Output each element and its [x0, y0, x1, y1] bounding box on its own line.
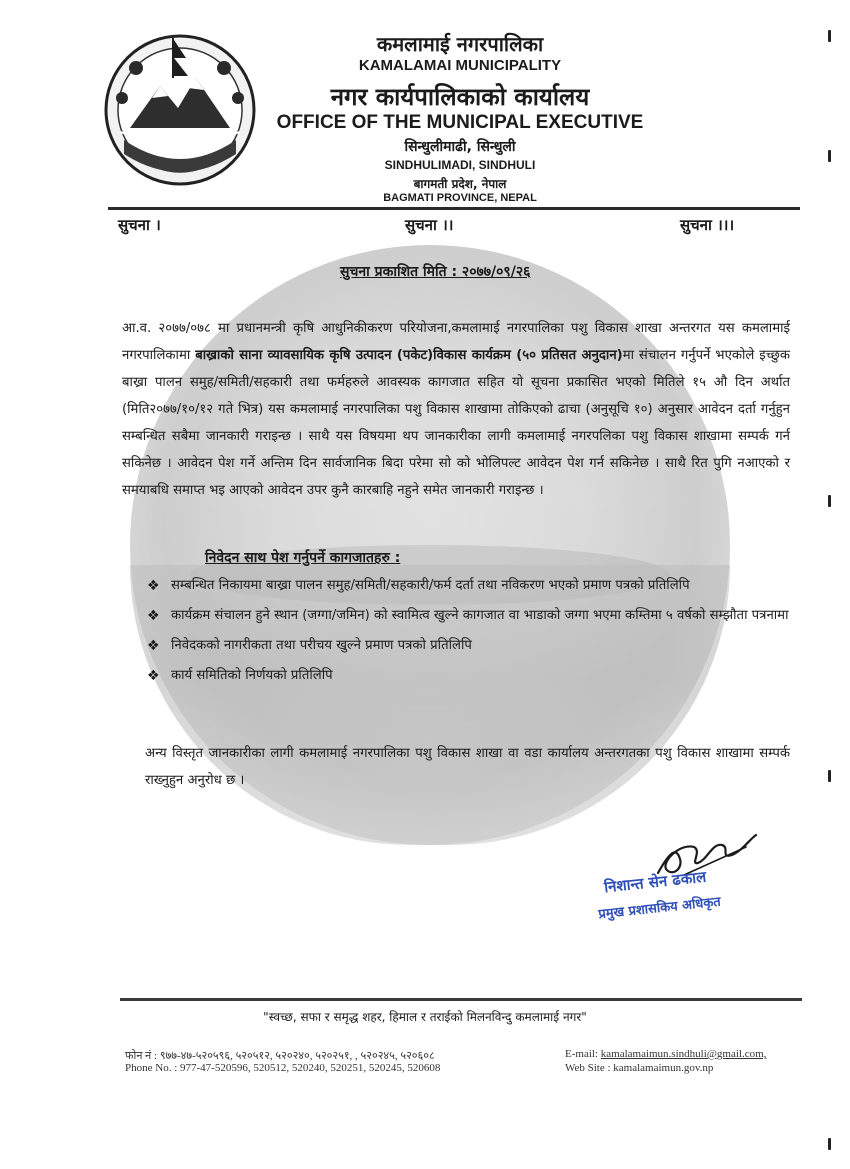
notice-label-2: सुचना ।। — [405, 216, 454, 234]
diamond-bullet-icon: ❖ — [147, 608, 160, 624]
notice-label-3: सुचना ।।। — [680, 216, 735, 234]
signatory-title-stamp: प्रमुख प्रशासकिय अधिकृत — [597, 894, 722, 923]
publication-date: सुचना प्रकाशित मिति : २०७७/०९/२६ — [340, 264, 531, 280]
phone-numbers-np: फोन नं : ९७७-४७-५२०५९६, ५२०५१२, ५२०२४०, ५२०२५१, , ५२०२४५, ५२०६०८ — [125, 1050, 435, 1062]
closing-paragraph: अन्य विस्तृत जानकारीका लागी कमलामाई नगरपालिका पशु विकास शाखा वा वडा कार्यालय अन्तरगतका पशु विकास शाखामा सम्पर्क राख्नुहुन अनुरोध छ । — [145, 746, 790, 788]
phone-numbers-en: Phone No. : 977-47-520596, 520512, 520240, 520251, 520245, 520608 — [125, 1062, 441, 1074]
notice-body — [122, 315, 790, 504]
list-item — [145, 603, 793, 629]
office-name-np: नगर कार्यपालिकाको कार्यालय — [330, 83, 590, 111]
list-item — [145, 663, 793, 689]
place-en: SINDHULIMADI, SINDHULI — [384, 158, 536, 172]
province-np: बागमती प्रदेश, नेपाल — [413, 177, 507, 191]
office-name-en: OFFICE OF THE MUNICIPAL EXECUTIVE — [276, 112, 644, 133]
scan-edge-mark — [828, 1138, 831, 1150]
place-np: सिन्धुलीमाढी, सिन्धुली — [404, 139, 516, 155]
scan-edge-mark — [828, 770, 831, 782]
scan-edge-mark — [828, 30, 831, 42]
municipality-name-en: KAMALAMAI MUNICIPALITY — [358, 57, 562, 74]
list-item — [145, 573, 793, 599]
notice-label-1: सुचना । — [118, 216, 161, 234]
list-item-text: कार्यक्रम संचालन हुने स्थान (जग्गा/जमिन) को स्वामित्व खुल्ने कागजात वा भाडाको जग्गा भएमा कम्तिमा ५ वर्षको सम्झौता पत्रनामा — [171, 608, 789, 623]
list-item-text: सम्बन्धित निकायमा बाख्रा पालन समुह/समिती/सहकारी/फर्म दर्ता तथा नविकरण भएको प्रमाण पत्रको प्रतिलिपि — [171, 578, 690, 593]
municipal-motto: "स्वच्छ, सफा र समृद्ध शहर, हिमाल र तराईको मिलनविन्दु कमलामाई नगर" — [263, 1010, 587, 1024]
notice-body-part2: मा संचालन गर्नुपर्ने भएकोले इच्छुक बाख्रा पालन समुह/समिती/सहकारी तथा फर्महरुले आवस्यक कागजात सहित यो सूचना प्रकासित भएको मितिले १५ औ दिन अर्थात (मिति२०७७/१०/१२ गते भित्र) यस कमलामाई नगरपालिका पशु विकास शाखामा तोकिएको ढाचा (अनुसूचि १०) अनुसार आवेदन दर्ता गर्नुहुन सम्बन्धित सबैमा जानकारी गराइन्छ । साथै यस विषयमा थप जानकारीका लागी कमलामाई नगरपलिका पशु विकास शाखामा सम्पर्क गर्न सकिनेछ । आवेदन पेश गर्ने अन्तिम दिन सार्वजानिक बिदा परेमा सो को भोलिपल्ट आवेदन पेश गर्न सकिनेछ । साथै रित पुगि नआएको र समयाबधि समाप्त भइ आएको आवेदन उपर कुनै कारबाहि नहुने समेत जानकारी गराइन्छ । — [122, 348, 790, 498]
header-divider — [108, 207, 800, 210]
diamond-bullet-icon: ❖ — [147, 578, 160, 594]
website-line: Web Site : kamalamaimun.gov.np — [565, 1062, 714, 1074]
email-link[interactable]: kamalamaimun.sindhuli@gmail.com, — [600, 1048, 767, 1060]
notice-body-part1: आ.व. २०७७/०७८ मा प्रधानमन्त्री कृषि आधुनिकीकरण परियोजना,कमलामाई नगरपालिका पशु विकास शाखा अन्तरगत यस कमलामाई नगरपालिकामा — [122, 321, 790, 363]
program-name: बाख्राको साना व्यावसायिक कृषि उत्पादन (पकेट)विकास कार्यक्रम (५० प्रतिसत अनुदान) — [195, 348, 623, 363]
footer-divider — [120, 998, 802, 1001]
diamond-bullet-icon: ❖ — [147, 638, 160, 654]
scan-edge-mark — [828, 495, 831, 507]
list-item-text: निवेदकको नागरीकता तथा परीचय खुल्ने प्रमाण पत्रको प्रतिलिपि — [171, 638, 472, 653]
signatory-name-stamp: निशान्त सेन ढकाल — [603, 867, 708, 897]
province-en: BAGMATI PROVINCE, NEPAL — [383, 192, 537, 204]
list-item — [145, 633, 793, 659]
scan-edge-mark — [828, 150, 831, 162]
email-line — [565, 1048, 766, 1060]
list-item-text: कार्य समितिको निर्णयको प्रतिलिपि — [171, 668, 333, 683]
documents-heading: निवेदन साथ पेश गर्नुपर्ने कागजातहरु : — [205, 550, 401, 566]
diamond-bullet-icon: ❖ — [147, 668, 160, 684]
email-label: E-mail: — [565, 1048, 601, 1060]
municipality-name-np: कमलामाई नगरपालिका — [376, 32, 544, 56]
nepal-emblem-logo — [100, 28, 260, 188]
required-documents-list — [145, 573, 793, 693]
